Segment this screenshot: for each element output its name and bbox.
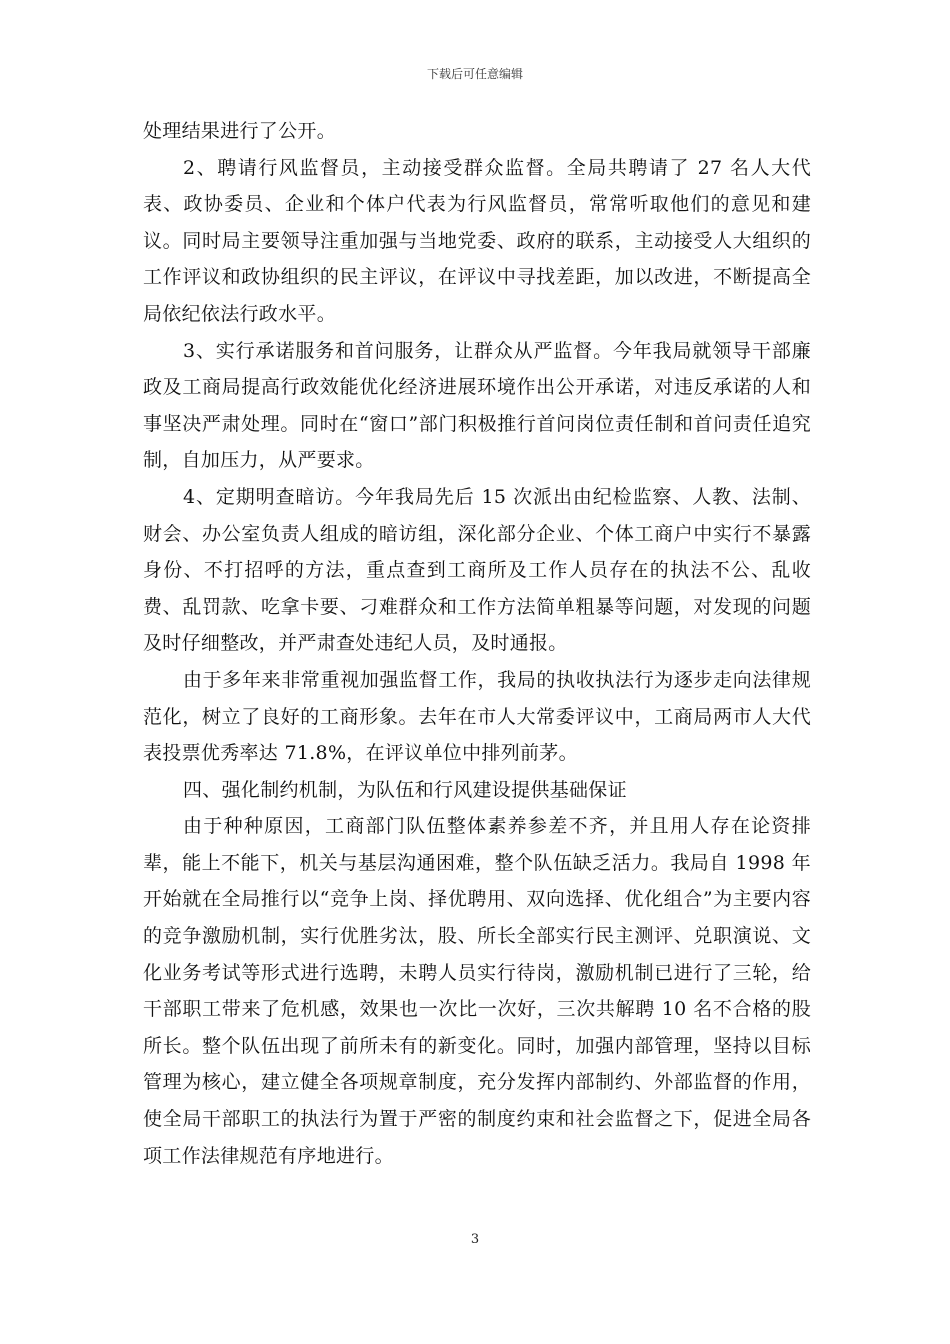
document-body [143,113,811,1174]
paragraph-continuation: 处理结果进行了公开。 [143,120,337,142]
paragraph-inspections: 4、定期明查暗访。今年我局先后 15 次派出由纪检监察、人教、法制、财会、办公室负责人组成的暗访组，深化部分企业、个体工商户中实行不暴露身份、不打招呼的方法，重点查到工商所及工作人员存在的执法不公、乱收费、乱罚款、吃拿卡要、刁难群众和工作方法简单粗暴等问题，对发现的问题及时仔细整改，并严肃查处违纪人员，及时通报。 [143,485,811,655]
paragraph-commitment-service: 3、实行承诺服务和首问服务，让群众从严监督。今年我局就领导干部廉政及工商局提高行政效能优化经济进展环境作出公开承诺，对违反承诺的人和事坚决严肃处理。同时在“窗口”部门积极推行首问岗位责任制和首问责任追究制，自加压力，从严要求。 [143,339,811,472]
page-header: 下载后可任意编辑 [426,67,523,81]
paragraph-incentive-mechanism: 由于种种原因，工商部门队伍整体素养参差不齐，并且用人存在论资排辈，能上不能下，机关与基层沟通困难，整个队伍缺乏活力。我局自 1998 年开始就在全局推行以“竞争上岗、择优聘用、双向选择、优化组合”为主要内容的竞争激励机制，实行优胜劣汰，股、所长全部实行民主测评、兑职演说、文化业务考试等形式进行选聘，未聘人员实行待岗，激励机制已进行了三轮，给干部职工带来了危机感，效果也一次比一次好，三次共解聘 10 名不合格的股所长。整个队伍出现了前所未有的新变化。同时，加强内部管理，坚持以目标管理为核心，建立健全各项规章制度，充分发挥内部制约、外部监督的作用，使全局干部职工的执法行为置于严密的制度约束和社会监督之下，促进全局各项工作法律规范有序地进行。 [143,815,811,1167]
section-heading: 四、强化制约机制，为队伍和行风建设提供基础保证 [183,778,627,801]
paragraph-supervisors: 2、聘请行风监督员，主动接受群众监督。全局共聘请了 27 名人大代表、政协委员、企业和个体户代表为行风监督员，常常听取他们的意见和建议。同时局主要领导注重加强与当地党委、政府的联系，主动接受人大组织的工作评议和政协组织的民主评议，在评议中寻找差距，加以改进，不断提高全局依纪依法行政水平。 [143,156,811,325]
page-number: 3 [470,1232,480,1247]
paragraph-results: 由于多年来非常重视加强监督工作，我局的执收执法行为逐步走向法律规范化，树立了良好的工商形象。去年在市人大常委评议中，工商局两市人大代表投票优秀率达 71.8%，在评议单位中排列前茅。 [143,668,811,765]
